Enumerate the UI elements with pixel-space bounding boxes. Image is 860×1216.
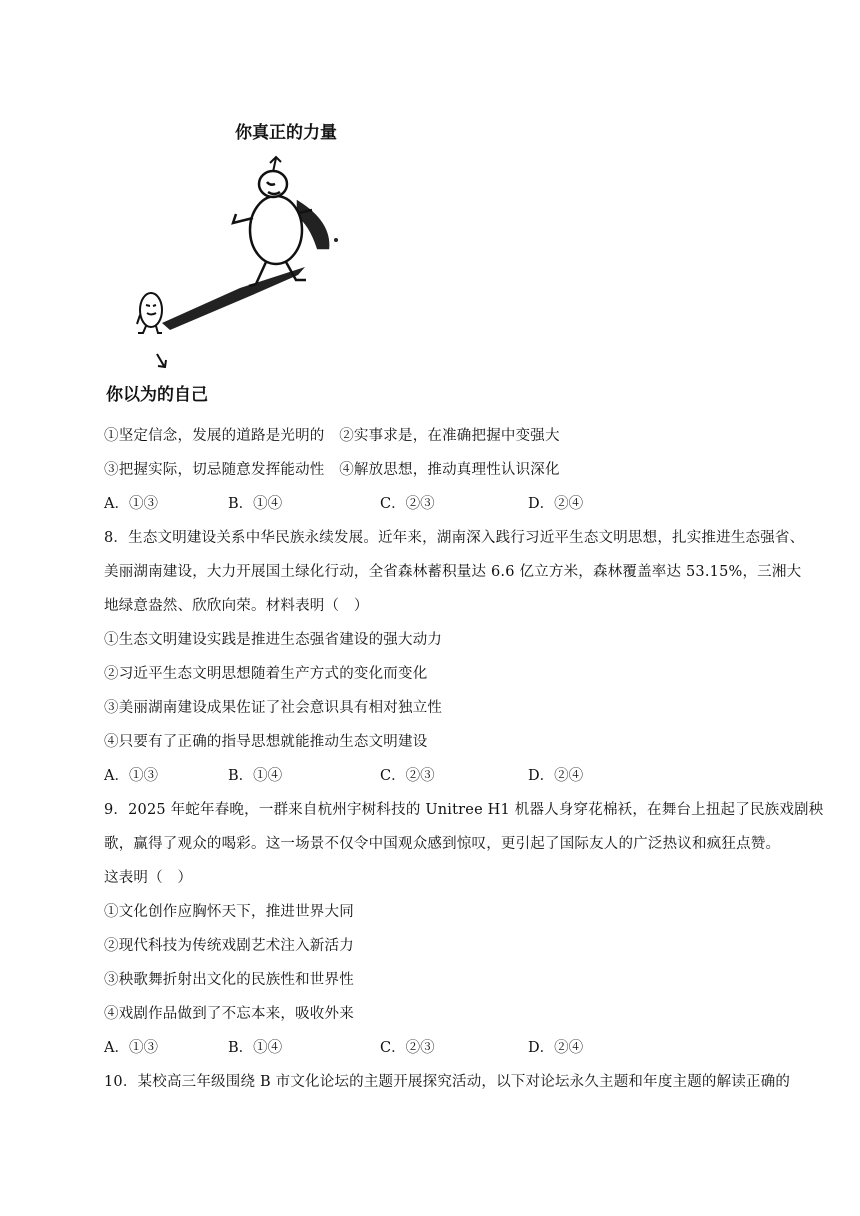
q9-option-a[interactable]: A．①③ (104, 1040, 158, 1056)
q7-statement-line-2: ③把握实际，切忌随意发挥能动性 ④解放思想，推动真理性认识深化 (104, 462, 560, 478)
q9-option-c[interactable]: C．②③ (380, 1040, 435, 1056)
q7-option-d[interactable]: D．②④ (528, 496, 584, 512)
q9-stem-line-3: 这表明（ ） (104, 870, 193, 886)
q8-statement-2: ②习近平生态文明思想随着生产方式的变化而变化 (104, 666, 428, 682)
cartoon-bottom-caption: 你以为的自己 (106, 385, 208, 405)
q9-option-b[interactable]: B．①④ (228, 1040, 283, 1056)
q8-option-c[interactable]: C．②③ (380, 768, 435, 784)
q9-options (104, 1038, 804, 1058)
q8-option-d[interactable]: D．②④ (528, 768, 584, 784)
q9-stem-line-2: 歌，赢得了观众的喝彩。这一场景不仅令中国观众感到惊叹，更引起了国际友人的广泛热议和疯狂点赞。 (104, 836, 781, 852)
cartoon-illustration (90, 110, 390, 410)
q8-stem-line-1: 8．生态文明建设关系中华民族永续发展。近年来，湖南深入践行习近平生态文明思想，扎实推进生态强省、 (104, 530, 805, 546)
q9-option-d[interactable]: D．②④ (528, 1040, 584, 1056)
q8-statement-4: ④只要有了正确的指导思想就能推动生态文明建设 (104, 734, 428, 750)
small-character (137, 293, 162, 333)
shadow-shape (162, 267, 305, 330)
cartoon-top-caption: 你真正的力量 (235, 123, 337, 143)
q7-options (104, 494, 804, 514)
q9-statement-2: ②现代科技为传统戏剧艺术注入新活力 (104, 938, 354, 954)
q9-stem-line-1: 9．2025 年蛇年春晚，一群来自杭州宇树科技的 Unitree H1 机器人身穿花棉袄，在舞台上扭起了民族戏剧秧 (104, 802, 824, 818)
q9-statement-4: ④戏剧作品做到了不忘本来，吸收外来 (104, 1006, 354, 1022)
q10-stem-line-1: 10．某校高三年级围绕 B 市文化论坛的主题开展探究活动，以下对论坛永久主题和年度主题的解读正确的 (104, 1074, 791, 1090)
q7-option-a[interactable]: A．①③ (104, 496, 158, 512)
q8-option-b[interactable]: B．①④ (228, 768, 283, 784)
q8-option-a[interactable]: A．①③ (104, 768, 158, 784)
q7-option-b[interactable]: B．①④ (228, 496, 283, 512)
q9-statement-3: ③秧歌舞折射出文化的民族性和世界性 (104, 972, 354, 988)
q8-statement-1: ①生态文明建设实践是推进生态强省建设的强大动力 (104, 632, 443, 648)
up-arrow-icon (270, 157, 281, 172)
q8-statement-3: ③美丽湖南建设成果佐证了社会意识具有相对独立性 (104, 700, 443, 716)
big-character (233, 171, 328, 286)
q8-stem-line-3: 地绿意盎然、欣欣向荣。材料表明（ ） (104, 598, 369, 614)
q8-options (104, 766, 804, 786)
q9-statement-1: ①文化创作应胸怀天下，推进世界大同 (104, 904, 354, 920)
q7-option-c[interactable]: C．②③ (380, 496, 435, 512)
q8-stem-line-2: 美丽湖南建设，大力开展国土绿化行动，全省森林蓄积量达 6.6 亿立方米，森林覆盖率达 53.15%，三湘大 (104, 564, 802, 580)
q7-statement-line-1: ①坚定信念，发展的道路是光明的 ②实事求是，在准确把握中变强大 (104, 428, 560, 444)
down-arrow-icon (157, 354, 166, 367)
